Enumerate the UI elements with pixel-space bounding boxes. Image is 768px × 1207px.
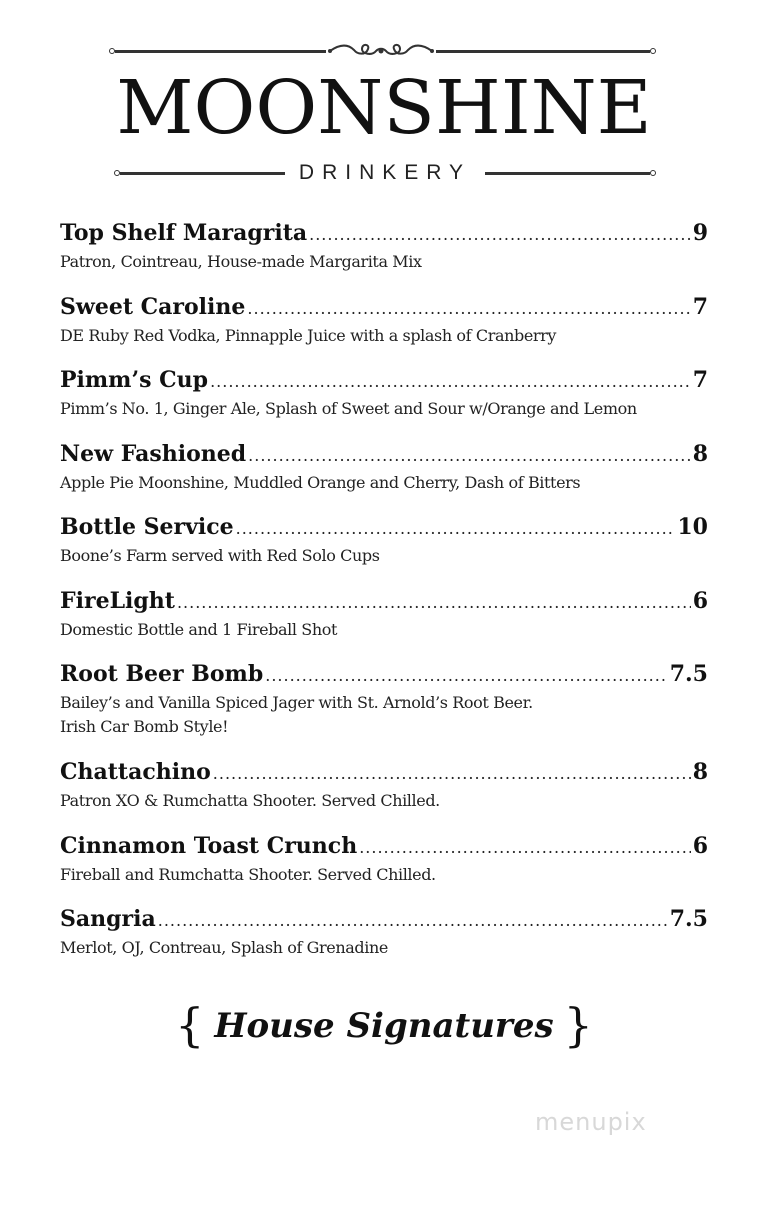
menu-item <box>60 659 708 757</box>
menu-item <box>60 292 708 366</box>
menu-item <box>60 904 708 978</box>
item-price: 7 <box>692 367 708 393</box>
item-description: Apple Pie Moonshine, Muddled Orange and Cherry, Dash of Bitters <box>60 472 581 492</box>
subtitle-rule-left <box>120 172 285 175</box>
item-name: Cinnamon Toast Crunch <box>60 832 358 859</box>
dot-leader <box>247 294 690 324</box>
item-price: 6 <box>692 587 708 614</box>
section-title-text: House Signatures <box>214 1006 554 1046</box>
item-description: Fireball and Rumchatta Shooter. Served Chilled. <box>60 864 436 884</box>
menu-item <box>60 512 708 586</box>
menu-item <box>60 586 708 660</box>
dot-leader <box>359 833 691 863</box>
section-heading-house-signatures <box>0 995 768 1056</box>
dot-leader <box>248 441 691 471</box>
item-description: DE Ruby Red Vodka, Pinnapple Juice with a splash of Cranberry <box>60 325 557 345</box>
brand-subtitle: DRINKERY <box>298 161 472 184</box>
item-price: 7 <box>692 293 708 320</box>
dot-leader <box>177 588 691 618</box>
subtitle-rule-right <box>485 172 650 175</box>
item-price: 8 <box>692 440 708 467</box>
item-price: 8 <box>692 759 708 785</box>
dot-leader <box>236 514 676 544</box>
item-description: Bailey’s and Vanilla Spiced Jager with St. Arnold’s Root Beer. <box>60 693 533 712</box>
open-brace: { <box>175 998 205 1052</box>
item-name: FireLight <box>60 587 175 614</box>
item-price: 7.5 <box>669 661 708 687</box>
menu-item <box>60 831 708 905</box>
dot-leader <box>210 367 691 397</box>
item-description: Domestic Bottle and 1 Fireball Shot <box>60 619 338 639</box>
flourish-ornament-icon <box>326 40 436 62</box>
close-brace: } <box>563 998 593 1052</box>
menu-item <box>60 757 708 831</box>
item-name: New Fashioned <box>60 440 247 467</box>
menu-header <box>0 0 768 200</box>
item-description: Patron XO & Rumchatta Shooter. Served Chilled. <box>60 791 440 810</box>
menu-item <box>60 439 708 513</box>
item-name: Chattachino <box>60 759 211 785</box>
item-description: Patron, Cointreau, House-made Margarita Mix <box>60 252 422 271</box>
item-price: 10 <box>677 514 708 540</box>
item-name: Sweet Caroline <box>60 293 246 320</box>
menu-item <box>60 218 708 292</box>
item-name: Root Beer Bomb <box>60 661 264 687</box>
dot-leader <box>309 220 691 250</box>
drink-menu-list <box>60 218 708 978</box>
item-description: Pimm’s No. 1, Ginger Ale, Splash of Sweet and Sour w/Orange and Lemon <box>60 399 637 418</box>
item-price: 7.5 <box>669 906 708 932</box>
item-description: Merlot, OJ, Contreau, Splash of Grenadine <box>60 938 388 957</box>
item-name: Top Shelf Maragrita <box>60 220 308 246</box>
item-description-line-2: Irish Car Bomb Style! <box>60 717 229 736</box>
item-name: Sangria <box>60 906 156 932</box>
item-name: Pimm’s Cup <box>60 367 209 393</box>
item-name: Bottle Service <box>60 514 234 540</box>
dot-leader <box>158 906 668 936</box>
menu-item <box>60 365 708 439</box>
item-price: 9 <box>692 220 708 246</box>
dot-leader <box>213 759 691 789</box>
brand-title: MOONSHINE <box>116 65 652 151</box>
dot-leader <box>265 661 667 691</box>
item-price: 6 <box>692 832 708 859</box>
watermark-logo: menupix <box>535 1108 647 1136</box>
item-description: Boone’s Farm served with Red Solo Cups <box>60 546 380 565</box>
subtitle-row <box>120 160 650 186</box>
